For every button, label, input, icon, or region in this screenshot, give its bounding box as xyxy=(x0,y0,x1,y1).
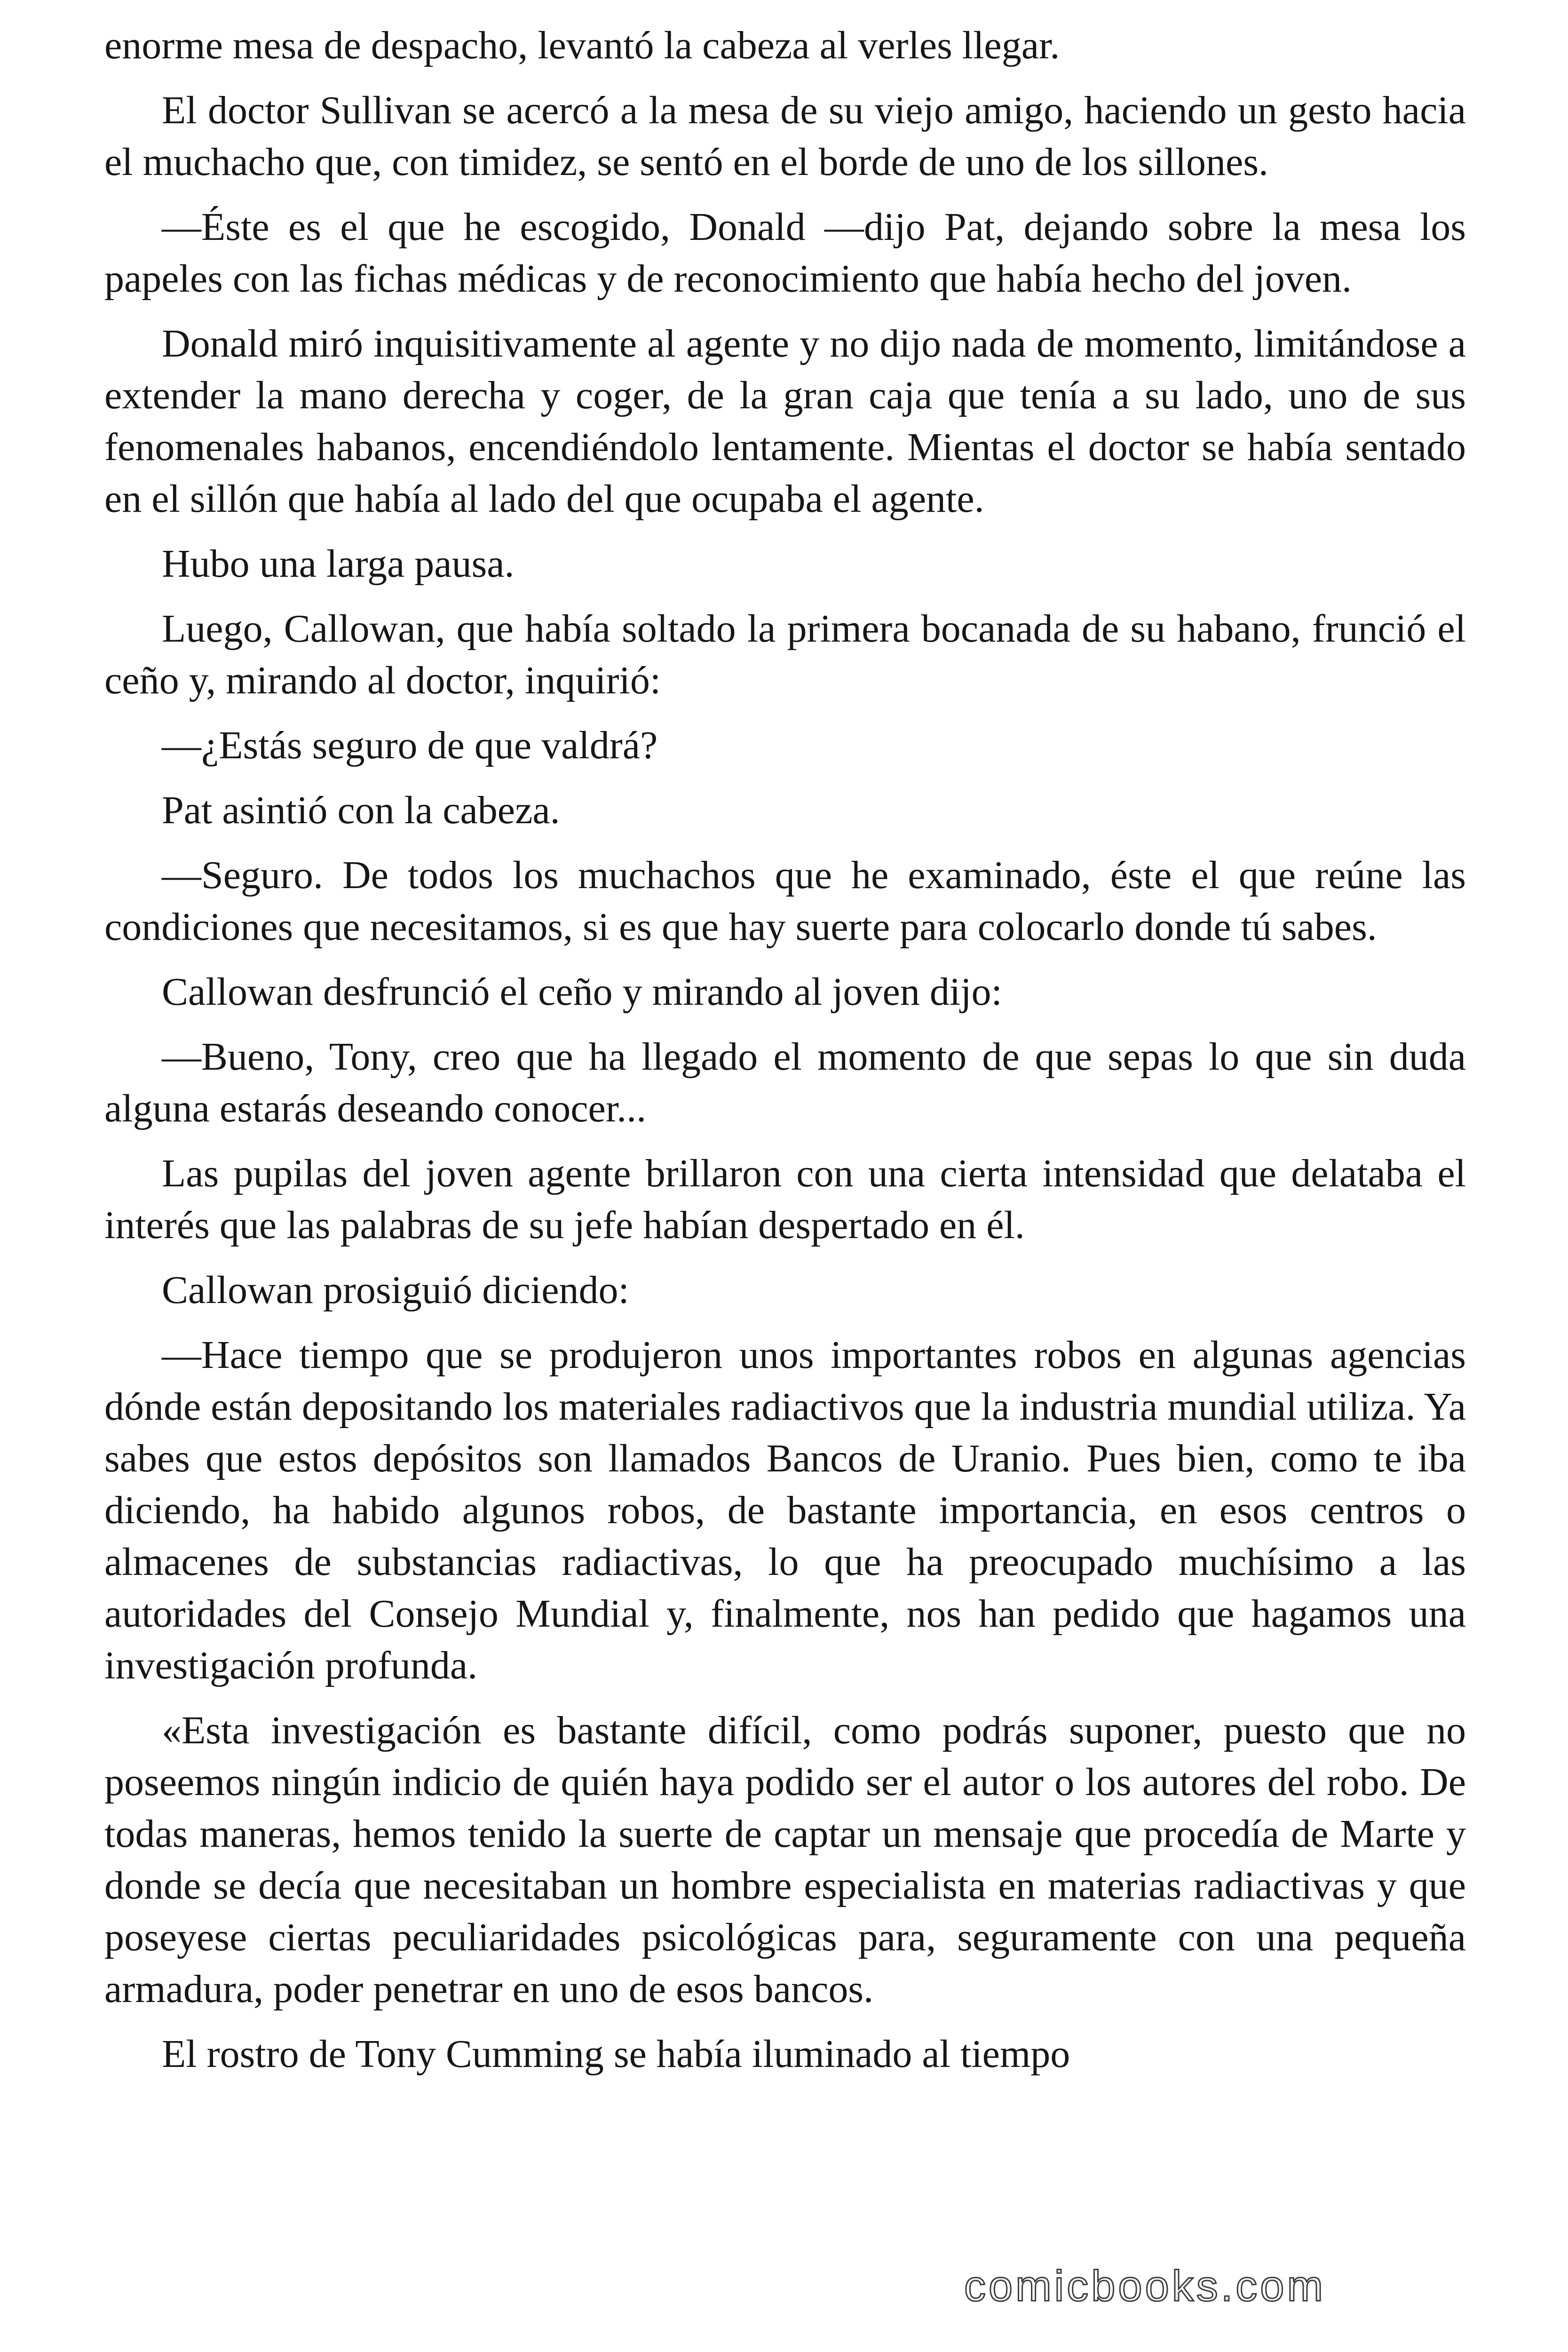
paragraph-8: Pat asintió con la cabeza. xyxy=(162,788,560,832)
paragraph-4: Donald miró inquisitivamente al agente y no dijo nada de momento, limitándose a extender la mano derecha y coger, de la gran caja que tenía a su lado, uno de sus fenomenales habanos, encendiéndolo lentamente. Mientas el doctor se había sentado en el sillón que había al lado del que ocupaba el agente. xyxy=(104,322,1466,521)
paragraph-7: —¿Estás seguro de que valdrá? xyxy=(162,723,658,767)
text-column xyxy=(104,20,1466,2093)
paragraph-13: Callowan prosiguió diciendo: xyxy=(162,1268,629,1312)
paragraph-15: «Esta investigación es bastante difícil, como podrás suponer, puesto que no poseemos ningún indicio de quién haya podido ser el autor o los autores del robo. De todas maneras, hemos tenido la suerte de captar un mensaje que procedía de Marte y donde se decía que necesitaban un hombre especialista en materias radiactivas y que poseyese ciertas peculiaridades psicológicas para, seguramente con una pequeña armadura, poder penetrar en uno de esos bancos. xyxy=(104,1708,1466,2011)
paragraph-16: El rostro de Tony Cumming se había iluminado al tiempo xyxy=(162,2032,1070,2076)
paragraph-2: El doctor Sullivan se acercó a la mesa de su viejo amigo, haciendo un gesto hacia el muchacho que, con timidez, se sentó en el borde de uno de los sillones. xyxy=(104,88,1466,184)
paragraph-6: Luego, Callowan, que había soltado la primera bocanada de su habano, frunció el ceño y, mirando al doctor, inquirió: xyxy=(104,607,1466,702)
watermark: comicbooks.com xyxy=(964,2262,1326,2310)
paragraph-3: —Éste es el que he escogido, Donald —dijo Pat, dejando sobre la mesa los papeles con las fichas médicas y de reconocimiento que había hecho del joven. xyxy=(104,205,1466,301)
paragraph-1: enorme mesa de despacho, levantó la cabeza al verles llegar. xyxy=(104,24,1060,67)
paragraph-9: —Seguro. De todos los muchachos que he examinado, éste el que reúne las condiciones que necesitamos, si es que hay suerte para colocarlo donde tú sabes. xyxy=(104,853,1466,949)
paragraph-10: Callowan desfrunció el ceño y mirando al joven dijo: xyxy=(162,970,1002,1014)
paragraph-14: —Hace tiempo que se produjeron unos importantes robos en algunas agencias dónde están depositando los materiales radiactivos que la industria mundial utiliza. Ya sabes que estos depósitos son llamados Bancos de Uranio. Pues bien, como te iba diciendo, ha habido algunos robos, de bastante importancia, en esos centros o almacenes de substancias radiactivas, lo que ha preocupado muchísimo a las autoridades del Consejo Mundial y, finalmente, nos han pedido que hagamos una investigación profunda. xyxy=(104,1333,1466,1687)
paragraph-11: —Bueno, Tony, creo que ha llegado el momento de que sepas lo que sin duda alguna estarás deseando conocer... xyxy=(104,1035,1466,1130)
paragraph-12: Las pupilas del joven agente brillaron con una cierta intensidad que delataba el interés que las palabras de su jefe habían despertado en él. xyxy=(104,1152,1466,1247)
paragraph-5: Hubo una larga pausa. xyxy=(162,542,515,586)
